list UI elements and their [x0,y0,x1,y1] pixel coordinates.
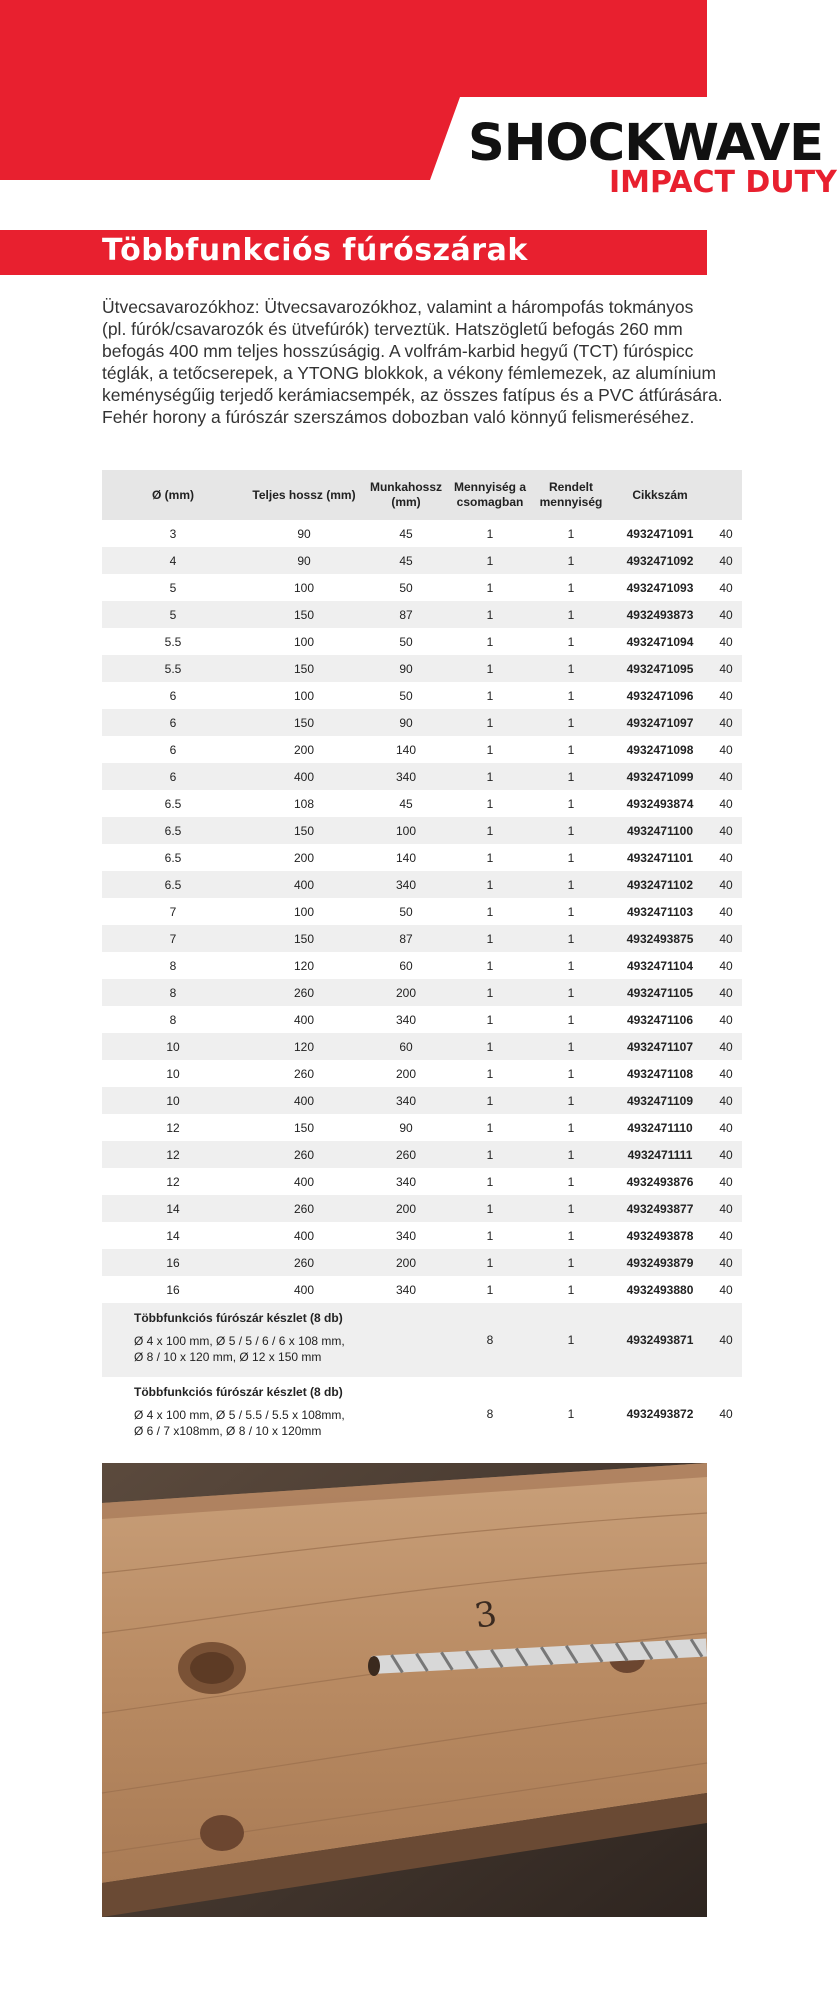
cell-diameter: 14 [102,1195,244,1222]
cell-diameter: 4 [102,547,244,574]
cell-total-length: 120 [244,1033,364,1060]
cell-total-length: 150 [244,655,364,682]
cell-extra: 40 [719,1228,733,1243]
cell-pack-quantity: 1 [486,796,494,811]
cell-order-quantity: 1 [567,904,575,919]
cell-total-length: 150 [244,925,364,952]
cell-pack-quantity: 1 [448,547,532,574]
kit-desc-line: Ø 4 x 100 mm, Ø 5 / 5 / 6 / 6 x 108 mm, [134,1334,345,1348]
cell-pack-quantity: 1 [448,871,532,898]
cell-pack-quantity: 1 [448,655,532,682]
kit-extra: 40 [710,1303,742,1377]
col-header-pack-quantity: Mennyiség a csomagban [448,470,532,520]
cell-pack-quantity: 1 [448,763,532,790]
cell-total-length: 260 [293,1066,315,1081]
cell-working-length: 50 [399,904,413,919]
handwritten-mark: 3 [471,1593,500,1637]
cell-total-length: 400 [244,763,364,790]
table-row [102,520,742,547]
cell-article-number: 4932471102 [610,871,710,898]
table-row [102,682,742,709]
cell-article-number: 4932471091 [626,526,694,541]
table-row [102,655,742,682]
cell-diameter: 6.5 [102,871,244,898]
cell-order-quantity: 1 [532,709,610,736]
cell-order-quantity: 1 [532,871,610,898]
cell-diameter: 16 [166,1282,180,1297]
cell-order-quantity: 1 [567,850,575,865]
cell-pack-quantity: 1 [486,688,494,703]
cell-order-quantity: 1 [567,1012,575,1027]
cell-diameter: 12 [166,1174,180,1189]
brand-logo-shockwave: SHOCKWAVE [468,114,823,173]
kit-title: Többfunkciós fúrószár készlet (8 db) [134,1385,343,1399]
cell-extra: 40 [710,979,742,1006]
cell-diameter: 6.5 [164,850,182,865]
cell-pack-quantity: 1 [448,601,532,628]
kit-order: 1 [567,1407,575,1421]
cell-working-length: 200 [364,1195,448,1222]
cell-total-length: 150 [244,601,364,628]
cell-article-number: 4932471092 [610,547,710,574]
cell-total-length: 150 [244,709,364,736]
cell-extra: 40 [719,688,733,703]
cell-pack-quantity: 1 [486,958,494,973]
table-row [102,979,742,1006]
table-row [102,925,742,952]
cell-article-number: 4932471095 [610,655,710,682]
cell-article-number: 4932471105 [610,979,710,1006]
cell-pack-quantity: 1 [486,1066,494,1081]
table-row [102,1249,742,1276]
cell-diameter: 12 [166,1120,180,1135]
cell-order-quantity: 1 [567,1066,575,1081]
cell-working-length: 340 [364,763,448,790]
cell-diameter: 6 [169,742,177,757]
photo-illustration [102,1463,707,1917]
cell-article-number: 4932493879 [610,1249,710,1276]
cell-total-length: 108 [293,796,315,811]
table-row [102,871,742,898]
cell-total-length: 100 [293,688,315,703]
cell-diameter: 7 [102,925,244,952]
cell-working-length: 340 [395,1228,417,1243]
cell-diameter: 14 [166,1228,180,1243]
kit-description [102,1333,448,1377]
kit-title: Többfunkciós fúrószár készlet (8 db) [102,1303,448,1333]
cell-pack-quantity: 1 [486,1282,494,1297]
cell-diameter: 16 [102,1249,244,1276]
cell-working-length: 90 [364,655,448,682]
cell-pack-quantity: 1 [448,1033,532,1060]
cell-diameter: 7 [169,904,177,919]
cell-working-length: 260 [364,1141,448,1168]
cell-article-number: 4932471094 [626,634,694,649]
table-row [102,763,742,790]
cell-order-quantity: 1 [567,526,575,541]
cell-total-length: 200 [293,742,315,757]
cell-working-length: 140 [395,850,417,865]
cell-extra: 40 [719,634,733,649]
table-row [102,1060,742,1087]
cell-extra: 40 [719,580,733,595]
intro-line: keménységűig terjedő kerámiacsempék, az összes fatípus és a PVC átfúrására. [102,385,723,405]
cell-order-quantity: 1 [532,547,610,574]
cell-extra: 40 [719,958,733,973]
cell-article-number: 4932493873 [610,601,710,628]
cell-diameter: 6 [169,688,177,703]
cell-extra: 40 [710,1033,742,1060]
cell-pack-quantity: 1 [448,925,532,952]
cell-pack-quantity: 1 [486,742,494,757]
cell-total-length: 400 [293,1012,315,1027]
col-header-diameter: Ø (mm) [102,470,244,520]
table-row [102,1033,742,1060]
cell-extra: 40 [719,1174,733,1189]
cell-order-quantity: 1 [532,925,610,952]
cell-article-number: 4932471107 [610,1033,710,1060]
cell-working-length: 340 [395,1174,417,1189]
cell-total-length: 150 [244,817,364,844]
cell-article-number: 4932471096 [626,688,694,703]
cell-diameter: 6 [102,709,244,736]
cell-order-quantity: 1 [567,688,575,703]
cell-order-quantity: 1 [532,655,610,682]
kit-qty: 8 [486,1407,494,1421]
cell-working-length: 60 [364,1033,448,1060]
cell-working-length: 50 [399,580,413,595]
col-header-total-length: Teljes hossz (mm) [244,470,364,520]
kit-desc-line: Ø 8 / 10 x 120 mm, Ø 12 x 150 mm [134,1350,322,1364]
cell-extra: 40 [719,850,733,865]
intro-paragraph [102,296,723,428]
cell-article-number: 4932471101 [626,850,694,865]
kit-qty: 8 [448,1303,532,1377]
cell-working-length: 200 [364,979,448,1006]
cell-diameter: 6 [102,763,244,790]
table-row [102,1006,742,1033]
cell-diameter: 8 [169,1012,177,1027]
cell-total-length: 400 [293,1282,315,1297]
kit-desc-line: Ø 4 x 100 mm, Ø 5 / 5.5 / 5.5 x 108mm, [134,1408,345,1422]
cell-pack-quantity: 1 [448,1141,532,1168]
cell-pack-quantity: 1 [448,1195,532,1222]
cell-extra: 40 [710,1195,742,1222]
table-row [102,898,742,925]
cell-order-quantity: 1 [532,601,610,628]
cell-pack-quantity: 1 [486,1012,494,1027]
cell-pack-quantity: 1 [486,1174,494,1189]
cell-total-length: 260 [244,1249,364,1276]
cell-diameter: 10 [102,1033,244,1060]
cell-order-quantity: 1 [567,1174,575,1189]
table-row [102,628,742,655]
cell-pack-quantity: 1 [486,1120,494,1135]
cell-working-length: 90 [364,709,448,736]
cell-extra: 40 [719,1282,733,1297]
cell-article-number: 4932471106 [626,1012,694,1027]
cell-article-number: 4932471110 [627,1120,693,1135]
cell-working-length: 87 [364,601,448,628]
cell-article-number: 4932471108 [626,1066,694,1081]
cell-pack-quantity: 1 [486,1228,494,1243]
cell-article-number: 4932471104 [626,958,694,973]
cell-extra: 40 [710,763,742,790]
cell-working-length: 340 [364,1087,448,1114]
cell-extra: 40 [710,871,742,898]
product-photo-drill-in-wood [102,1463,707,1917]
cell-pack-quantity: 1 [448,709,532,736]
cell-total-length: 400 [244,1087,364,1114]
table-row [102,1141,742,1168]
cell-working-length: 200 [395,1066,417,1081]
cell-article-number: 4932471100 [610,817,710,844]
cell-extra: 40 [719,904,733,919]
cell-article-number: 4932471098 [626,742,694,757]
cell-order-quantity: 1 [532,1195,610,1222]
cell-extra: 40 [710,547,742,574]
cell-diameter: 6.5 [102,817,244,844]
cell-article-number: 4932471099 [610,763,710,790]
table-row [102,817,742,844]
cell-order-quantity: 1 [567,580,575,595]
cell-working-length: 60 [399,958,413,973]
cell-working-length: 140 [395,742,417,757]
cell-order-quantity: 1 [567,634,575,649]
cell-order-quantity: 1 [532,1141,610,1168]
cell-diameter: 5.5 [164,634,182,649]
kit-row [102,1303,742,1333]
table-header-row [102,470,742,520]
cell-working-length: 200 [364,1249,448,1276]
cell-article-number: 4932471109 [610,1087,710,1114]
cell-pack-quantity: 1 [448,1249,532,1276]
kit-description [102,1407,448,1451]
cell-total-length: 400 [244,871,364,898]
table-row [102,844,742,871]
cell-diameter: 5 [169,580,177,595]
cell-order-quantity: 1 [532,1087,610,1114]
cell-extra: 40 [710,655,742,682]
kit-code: 4932493871 [610,1303,710,1377]
cell-order-quantity: 1 [532,763,610,790]
cell-total-length: 100 [293,580,315,595]
table-row [102,952,742,979]
cell-order-quantity: 1 [567,958,575,973]
table-row [102,1114,742,1141]
cell-diameter: 5.5 [102,655,244,682]
table-row [102,1222,742,1249]
col-header-article-number: Cikkszám [610,470,710,520]
cell-pack-quantity: 1 [486,526,494,541]
table-row [102,736,742,763]
cell-diameter: 8 [102,979,244,1006]
cell-article-number: 4932471097 [610,709,710,736]
intro-line: Fehér horony a fúrószár szerszámos dobozban való könnyű felismeréséhez. [102,407,695,427]
cell-extra: 40 [710,1141,742,1168]
cell-article-number: 4932471103 [626,904,694,919]
cell-working-length: 45 [364,547,448,574]
cell-extra: 40 [719,1120,733,1135]
cell-extra: 40 [710,925,742,952]
cell-diameter: 12 [102,1141,244,1168]
cell-total-length: 90 [297,526,311,541]
cell-article-number: 4932471093 [626,580,694,595]
cell-diameter: 10 [102,1087,244,1114]
cell-extra: 40 [710,1087,742,1114]
table-row [102,1168,742,1195]
kit-row [102,1377,742,1407]
intro-line: befogás 400 mm teljes hosszúságig. A volfrám-karbid hegyű (TCT) fúróspicc [102,341,694,361]
table-row [102,790,742,817]
cell-order-quantity: 1 [532,979,610,1006]
cell-total-length: 260 [244,1141,364,1168]
cell-pack-quantity: 1 [448,979,532,1006]
table-row [102,709,742,736]
cell-article-number: 4932493880 [626,1282,694,1297]
cell-article-number: 4932493876 [626,1174,694,1189]
cell-order-quantity: 1 [567,1282,575,1297]
intro-line: Ütvecsavarozókhoz: Ütvecsavarozókhoz, valamint a hárompofás tokmányos [102,297,694,317]
brand-logo-impact-duty: IMPACT DUTY [609,165,837,200]
cell-working-length: 340 [364,871,448,898]
cell-total-length: 90 [244,547,364,574]
cell-extra: 40 [710,709,742,736]
cell-working-length: 90 [399,1120,413,1135]
cell-working-length: 45 [399,526,413,541]
cell-total-length: 100 [293,904,315,919]
cell-order-quantity: 1 [567,796,575,811]
cell-total-length: 100 [293,634,315,649]
table-row [102,601,742,628]
cell-total-length: 400 [293,1174,315,1189]
cell-pack-quantity: 1 [486,580,494,595]
cell-total-length: 400 [293,1228,315,1243]
cell-diameter: 5 [102,601,244,628]
cell-extra: 40 [719,742,733,757]
intro-line: (pl. fúrók/csavarozók és ütvefúrók) terveztük. Hatszögletű befogás 260 mm [102,319,683,339]
product-table [102,470,742,1451]
cell-order-quantity: 1 [567,1228,575,1243]
cell-diameter: 3 [169,526,177,541]
cell-total-length: 120 [293,958,315,973]
table-row [102,547,742,574]
cell-article-number: 4932493875 [610,925,710,952]
cell-pack-quantity: 1 [448,1087,532,1114]
cell-order-quantity: 1 [532,1033,610,1060]
cell-pack-quantity: 1 [448,817,532,844]
cell-total-length: 200 [293,850,315,865]
cell-extra: 40 [719,1012,733,1027]
cell-pack-quantity: 1 [486,904,494,919]
table-row [102,1195,742,1222]
cell-article-number: 4932493877 [610,1195,710,1222]
cell-extra: 40 [719,796,733,811]
page-title: Többfunkciós fúrószárak [102,233,528,268]
col-header-extra [710,470,742,520]
cell-working-length: 45 [399,796,413,811]
cell-pack-quantity: 1 [486,850,494,865]
kit-desc-line: Ø 6 / 7 x108mm, Ø 8 / 10 x 120mm [134,1424,322,1438]
cell-article-number: 4932471111 [610,1141,710,1168]
kit-order: 1 [532,1303,610,1377]
cell-diameter: 6.5 [164,796,182,811]
cell-working-length: 50 [399,634,413,649]
cell-total-length: 150 [293,1120,315,1135]
table-row [102,1087,742,1114]
table-row [102,574,742,601]
col-header-order-quantity: Rendelt mennyiség [532,470,610,520]
cell-total-length: 260 [244,1195,364,1222]
cell-extra: 40 [710,1249,742,1276]
cell-working-length: 87 [364,925,448,952]
col-header-working-length: Munkahossz (mm) [364,470,448,520]
cell-diameter: 8 [169,958,177,973]
cell-extra: 40 [710,817,742,844]
cell-diameter: 10 [166,1066,180,1081]
cell-extra: 40 [710,601,742,628]
cell-working-length: 340 [395,1282,417,1297]
cell-extra: 40 [719,1066,733,1081]
cell-working-length: 50 [399,688,413,703]
table-row [102,1276,742,1303]
cell-working-length: 340 [395,1012,417,1027]
intro-line: téglák, a tetőcserepek, a YTONG blokkok, a vékony fémlemezek, az alumínium [102,363,717,383]
cell-order-quantity: 1 [532,817,610,844]
kit-extra: 40 [719,1407,733,1421]
cell-order-quantity: 1 [532,1249,610,1276]
cell-order-quantity: 1 [567,1120,575,1135]
cell-order-quantity: 1 [567,742,575,757]
kit-code: 4932493872 [626,1407,694,1421]
cell-pack-quantity: 1 [486,634,494,649]
cell-article-number: 4932493878 [626,1228,694,1243]
cell-article-number: 4932493874 [626,796,694,811]
cell-total-length: 260 [244,979,364,1006]
cell-working-length: 100 [364,817,448,844]
cell-extra: 40 [719,526,733,541]
